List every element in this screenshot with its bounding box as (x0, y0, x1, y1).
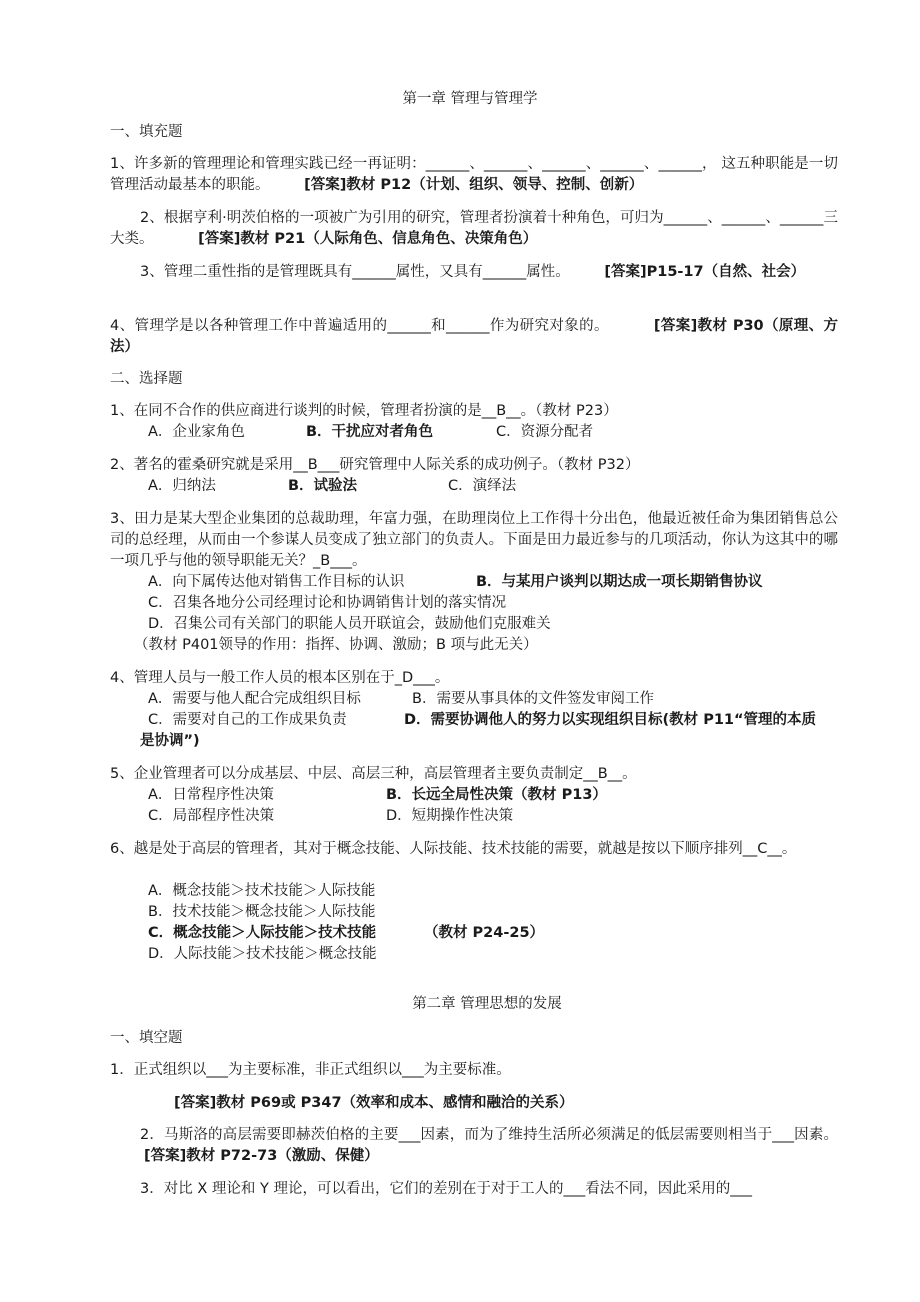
option-a: A．归纳法 (148, 478, 216, 494)
option-b: B．长远全局性决策（教材 P13） (386, 787, 607, 803)
chapter-1-title: 第一章 管理与管理学 (402, 91, 538, 107)
ch2-fill-question-2 (110, 1125, 838, 1167)
option-b: B．试验法 (288, 478, 358, 494)
ch2-fill-question-1: 1．正式组织以___为主要标准，非正式组织以___为主要标准。 (110, 1062, 511, 1078)
choice-question-2: 2、著名的霍桑研究就是采用__B___研究管理中人际关系的成功例子。（教材 P32） (110, 457, 640, 473)
answer-text: [答案]教材 P21（人际角色、信息角色、决策角色） (198, 231, 538, 247)
choice-1-options (148, 422, 593, 443)
ch2-fill-answer-1: [答案]教材 P69或 P347（效率和成本、感情和融洽的关系） (174, 1095, 574, 1111)
section-fill-in: 一、填充题 (110, 124, 183, 140)
option-d: D．人际技能＞技术技能＞概念技能 (148, 946, 377, 962)
choice-question-6: 6、越是处于高层的管理者，其对于概念技能、人际技能、技术技能的需要，就越是按以下顺序排列__C__。 (110, 841, 797, 857)
option-c: C．局部程序性决策 (148, 808, 275, 824)
section-fill-in-2: 一、填空题 (110, 1030, 183, 1046)
choice-question-5: 5、企业管理者可以分成基层、中层、高层三种，高层管理者主要负责制定__B__。 (110, 766, 637, 782)
option-c: C．演绎法 (448, 478, 517, 494)
answer-text: [答案]教材 P72-73（激励、保健） (144, 1148, 379, 1164)
question-text: 1、许多新的管理理论和管理实践已经一再证明：______、______、______、______、______， 这五种职能是一切管理活动最基本的职能。 (110, 156, 838, 193)
option-a: A．向下属传达他对销售工作目标的认识 (148, 574, 405, 590)
option-b: B．技术技能＞概念技能＞人际技能 (148, 904, 376, 920)
answer-text: [答案]P15-17（自然、社会） (604, 264, 806, 280)
fill-question-1 (110, 154, 838, 196)
option-b: B．需要从事具体的文件签发审阅工作 (412, 691, 654, 707)
option-c: C．需要对自己的工作成果负责 (148, 712, 347, 728)
choice-question-4: 4、管理人员与一般工作人员的根本区别在于_D___。 (110, 670, 450, 686)
question-text: 3、管理二重性指的是管理既具有______属性，又具有______属性。 (140, 264, 570, 280)
option-b: B．干扰应对者角色 (306, 424, 434, 440)
option-d: D．短期操作性决策 (386, 808, 514, 824)
choice-4-options (148, 689, 654, 710)
option-d: D．需要协调他人的努力以实现组织目标(教材 P11“管理的本质是协调”) (140, 712, 817, 749)
choice-3-options (148, 572, 763, 593)
option-c-reference: （教材 P24-25） (424, 925, 545, 941)
fill-question-2 (110, 208, 838, 250)
option-c: C．资源分配者 (496, 424, 594, 440)
option-a: A．日常程序性决策 (148, 787, 274, 803)
option-c: C．召集各地分公司经理讨论和协调销售计划的落实情况 (148, 595, 507, 611)
fill-question-3 (110, 262, 838, 283)
option-c: C．概念技能＞人际技能＞技术技能 (148, 925, 377, 941)
option-d: D．召集公司有关部门的职能人员开联谊会，鼓励他们克服难关 (148, 616, 551, 632)
section-choice: 二、选择题 (110, 371, 183, 387)
choice-6-option-c-row (148, 923, 544, 944)
ch2-fill-question-3: 3．对比 X 理论和 Y 理论，可以看出，它们的差别在于对于工人的___看法不同，因此采用的___ (140, 1181, 752, 1197)
option-a: A．需要与他人配合完成组织目标 (148, 691, 361, 707)
choice-5-options (148, 785, 607, 806)
choice-2-options (148, 476, 516, 497)
question-text: 4、管理学是以各种管理工作中普遍适用的______和______作为研究对象的。 (110, 318, 609, 334)
fill-question-4 (110, 316, 838, 358)
answer-text: [答案]教材 P12（计划、组织、领导、控制、创新） (304, 177, 644, 193)
question-text: 2、根据亨利·明茨伯格的一项被广为引用的研究，管理者扮演着十种角色，可归为______、______、______三大类。 (110, 210, 838, 247)
choice-question-3: 3、田力是某大型企业集团的总裁助理，年富力强，在助理岗位上工作得十分出色，他最近被任命为集团销售总公司的总经理，从而由一个参谋人员变成了独立部门的负责人。下面是田力最近参与的几项活动，你认为这其中的哪一项几乎与他的领导职能无关？_B___。 (110, 511, 838, 569)
option-b: B．与某用户谈判以期达成一项长期销售协议 (476, 574, 763, 590)
reference-note: （教材 P401领导的作用：指挥、协调、激励；B 项与此无关） (134, 637, 538, 653)
answer-text: [答案]教材 P30（原理、方法） (110, 318, 838, 355)
choice-5-options-row2 (148, 806, 513, 827)
choice-4-options-row2 (140, 710, 830, 752)
question-text: 2．马斯洛的高层需要即赫茨伯格的主要___因素，而为了维持生活所必须满足的低层需要则相当于___因素。 (140, 1127, 838, 1143)
chapter-2-title: 第二章 管理思想的发展 (412, 996, 562, 1012)
option-a: A．企业家角色 (148, 424, 245, 440)
choice-question-1: 1、在同不合作的供应商进行谈判的时候，管理者扮演的是__B__。（教材 P23） (110, 403, 618, 419)
option-a: A．概念技能＞技术技能＞人际技能 (148, 883, 376, 899)
